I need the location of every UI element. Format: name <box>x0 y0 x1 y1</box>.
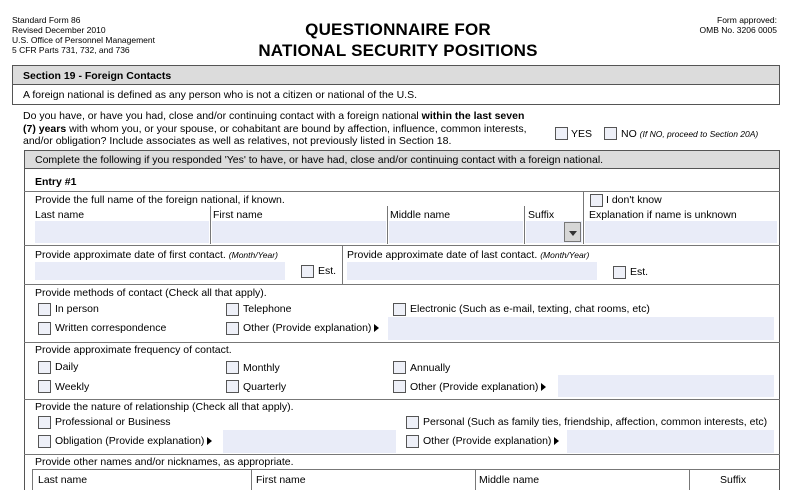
daily-label: Daily <box>55 361 79 373</box>
daily-checkbox[interactable] <box>38 361 51 374</box>
cfr-reference: 5 CFR Parts 731, 732, and 736 <box>12 45 130 55</box>
arrow-right-icon <box>554 437 559 445</box>
arrow-right-icon <box>374 324 379 332</box>
other-last-name-header: Last name <box>38 474 88 486</box>
last-name-input[interactable] <box>35 221 209 243</box>
weekly-checkbox[interactable] <box>38 380 51 393</box>
weekly-label: Weekly <box>55 381 90 393</box>
frequency-prompt: Provide approximate frequency of contact. <box>35 344 232 356</box>
quarterly-checkbox[interactable] <box>226 380 239 393</box>
electronic-checkbox[interactable] <box>393 303 406 316</box>
first-contact-est-label: Est. <box>318 265 337 277</box>
last-contact-est-checkbox[interactable] <box>613 266 626 279</box>
other-middle-name-header: Middle name <box>479 474 540 486</box>
revised-date: Revised December 2010 <box>12 25 106 35</box>
methods-other-label: Other (Provide explanation) <box>243 322 379 334</box>
arrow-right-icon <box>541 383 546 391</box>
agency-name: U.S. Office of Personnel Management <box>12 35 156 45</box>
personal-checkbox[interactable] <box>406 416 419 429</box>
monthly-checkbox[interactable] <box>226 361 239 374</box>
other-suffix-header: Suffix <box>720 474 747 486</box>
last-contact-date-input[interactable] <box>347 262 597 280</box>
definition-box <box>12 84 780 105</box>
electronic-label: Electronic (Such as e-mail, texting, chat rooms, etc) <box>410 303 650 315</box>
obligation-checkbox[interactable] <box>38 435 51 448</box>
section-title: Section 19 - Foreign Contacts <box>23 70 172 82</box>
in-person-checkbox[interactable] <box>38 303 51 316</box>
question-text: Do you have, or have you had, close and/or continuing contact with a foreign national within the last seven (7) years with whom you, or your spouse, or cohabitant are bound by affection, influence, common interests, and/or obligation? Include associates as well as relatives, not previously listed in Section 18. <box>23 110 527 147</box>
annually-label: Annually <box>410 362 451 374</box>
other-names-prompt: Provide other names and/or nicknames, as appropriate. <box>35 456 294 468</box>
first-name-label: First name <box>213 209 263 221</box>
first-name-input[interactable] <box>212 221 386 243</box>
methods-other-checkbox[interactable] <box>226 322 239 335</box>
section-header <box>12 65 780 85</box>
first-contact-est-checkbox[interactable] <box>301 265 314 278</box>
suffix-label: Suffix <box>528 209 555 221</box>
frequency-explanation-input[interactable] <box>558 375 774 397</box>
other-first-name-header: First name <box>256 474 306 486</box>
frequency-other-label: Other (Provide explanation) <box>410 381 546 393</box>
first-contact-label: Provide approximate date of first contact. (Month/Year) <box>35 249 278 261</box>
page-title: QUESTIONNAIRE FOR NATIONAL SECURITY POSITIONS <box>258 20 538 60</box>
form-number: Standard Form 86 <box>12 15 81 25</box>
last-contact-est-label: Est. <box>630 266 649 278</box>
middle-name-label: Middle name <box>390 209 451 221</box>
methods-explanation-input[interactable] <box>388 317 774 340</box>
annually-checkbox[interactable] <box>393 361 406 374</box>
relationship-other-checkbox[interactable] <box>406 435 419 448</box>
entry-title: Entry #1 <box>35 176 77 188</box>
form-identification <box>12 15 155 55</box>
last-name-label: Last name <box>35 209 85 221</box>
explanation-label: Explanation if name is unknown <box>589 209 737 221</box>
suffix-dropdown-icon[interactable] <box>564 222 581 242</box>
first-contact-date-input[interactable] <box>35 262 285 280</box>
personal-label: Personal (Such as family ties, friendship, affection, common interests, etc) <box>423 416 768 428</box>
name-explanation-input[interactable] <box>585 221 777 243</box>
relationship-prompt: Provide the nature of relationship (Check all that apply). <box>35 401 294 413</box>
no-label: NO (If NO, proceed to Section 20A) <box>621 128 759 140</box>
professional-label: Professional or Business <box>55 416 171 428</box>
dont-know-checkbox[interactable] <box>590 194 603 207</box>
obligation-label: Obligation (Provide explanation) <box>55 435 212 447</box>
obligation-explanation-input[interactable] <box>223 430 396 453</box>
written-label: Written correspondence <box>55 322 167 334</box>
frequency-other-checkbox[interactable] <box>393 380 406 393</box>
telephone-checkbox[interactable] <box>226 303 239 316</box>
instruction-bar <box>24 150 780 169</box>
dont-know-label: I don't know <box>606 194 662 206</box>
definition-text: A foreign national is defined as any person who is not a citizen or national of the U.S. <box>23 89 417 101</box>
professional-checkbox[interactable] <box>38 416 51 429</box>
omb-approval: Form approved: OMB No. 3206 0005 <box>699 15 777 35</box>
arrow-right-icon <box>207 437 212 445</box>
methods-prompt: Provide methods of contact (Check all that apply). <box>35 287 267 299</box>
quarterly-label: Quarterly <box>243 381 287 393</box>
monthly-label: Monthly <box>243 362 280 374</box>
name-prompt: Provide the full name of the foreign national, if known. <box>35 194 285 206</box>
written-checkbox[interactable] <box>38 322 51 335</box>
last-contact-label: Provide approximate date of last contact. (Month/Year) <box>347 249 590 261</box>
in-person-label: In person <box>55 303 99 315</box>
relationship-explanation-input[interactable] <box>567 430 774 453</box>
no-checkbox[interactable] <box>604 127 617 140</box>
yes-label: YES <box>571 128 593 140</box>
relationship-other-label: Other (Provide explanation) <box>423 435 559 447</box>
instruction-text: Complete the following if you responded 'Yes' to have, or have had, close and/or continuing contact with a foreign national. <box>35 154 604 166</box>
telephone-label: Telephone <box>243 303 292 315</box>
middle-name-input[interactable] <box>389 221 523 243</box>
yes-checkbox[interactable] <box>555 127 568 140</box>
